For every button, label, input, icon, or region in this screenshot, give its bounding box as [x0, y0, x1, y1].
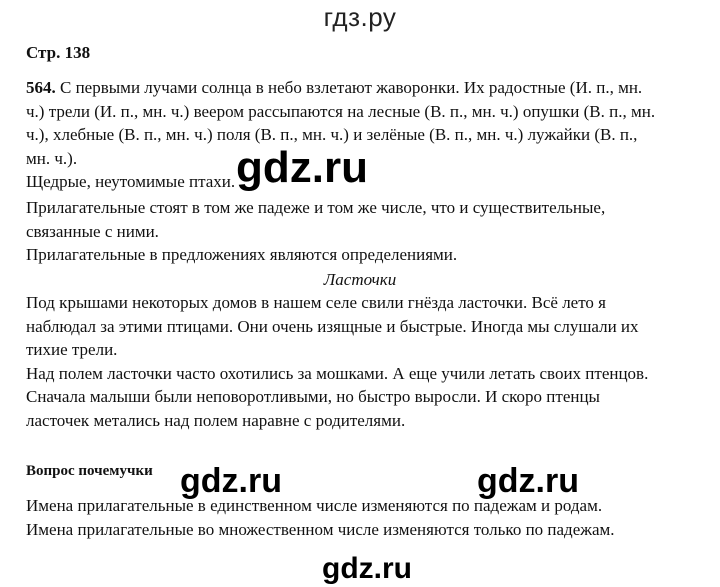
exercise-line: мн. ч.). [26, 148, 78, 168]
watermark: gdz.ru [236, 143, 368, 192]
exercise-line: 564. С первыми лучами солнца в небо взлетают жаворонки. Их радостные (И. п., мн. [26, 78, 643, 97]
rule-text [26, 196, 696, 267]
watermark: gdz.ru [322, 552, 412, 585]
story-line: тихие трели. [26, 340, 118, 359]
rule-line: Прилагательные стоят в том же падеже и том же числе, что и существительные, [26, 198, 606, 217]
watermark: gdz.ru [477, 462, 579, 500]
story-line: наблюдал за этими птицами. Они очень изящные и быстрые. Иногда мы слушали их [26, 316, 639, 336]
rule-line: связанные с ними. [26, 221, 159, 241]
page-label: Стр. 138 [26, 43, 91, 62]
story-title: Ласточки [323, 270, 397, 289]
rule-line: Прилагательные в предложениях являются определениями. [26, 245, 458, 264]
exercise-line: ч.) трели (И. п., мн. ч.) веером рассыпаются на лесные (В. п., мн. ч.) опушки (В. п., мн. [26, 101, 656, 121]
question-title: Вопрос почемучки [26, 463, 153, 479]
watermark: gdz.ru [180, 462, 282, 500]
exercise-number: 564. [26, 78, 56, 97]
answer-line: Имена прилагательные во множественном числе изменяются только по падежам. [26, 519, 615, 539]
exercise-line: Щедрые, неутомимые птахи. [26, 172, 236, 191]
story-line: Сначала малыши были неповоротливыми, но быстро выросли. И скоро птенцы [26, 387, 600, 406]
exercise-line: ч.), хлебные (В. п., мн. ч.) поля (В. п., мн. ч.) и зелёные (В. п., мн. ч.) лужайки (В. п., [26, 125, 638, 144]
story-line: ласточек метались над полем наравне с родителями. [26, 410, 406, 430]
site-title: гдз.ру [323, 2, 397, 32]
question-answer [26, 494, 696, 541]
answer-line: Имена прилагательные в единственном числе изменяются по падежам и родам. [26, 496, 603, 515]
story-line: Под крышами некоторых домов в нашем селе свили гнёзда ласточки. Всё лето я [26, 293, 607, 312]
story-line: Над полем ласточки часто охотились за мошками. А еще учили летать своих птенцов. [26, 363, 649, 383]
story-text [26, 291, 696, 432]
